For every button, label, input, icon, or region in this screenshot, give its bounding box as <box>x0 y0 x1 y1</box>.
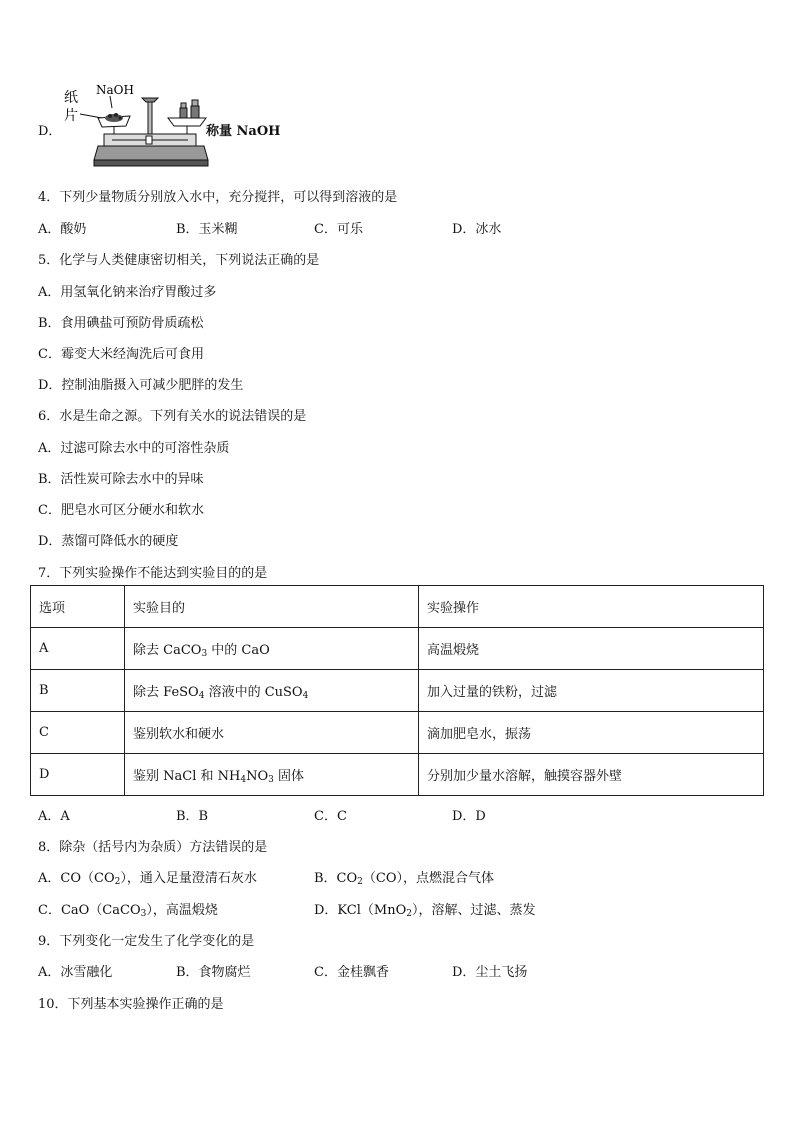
q9-option-d: D．尘土飞扬 <box>452 965 528 980</box>
q4-option-a: A．酸奶 <box>38 222 87 237</box>
q8-option-a: A．$CO(CO_2)$，通入足量澄清石灰水 <box>38 871 257 887</box>
q5-option-c: C．霉变大米经淘洗后可食用 <box>38 347 204 362</box>
row-purpose: 鉴别 NaCl 和 $NH_4NO_3$ 固体 <box>125 754 419 796</box>
q10-stem: 10．下列基本实验操作正确的是 <box>38 997 224 1012</box>
row-option: A <box>31 628 125 670</box>
q4-option-c: C．可乐 <box>314 222 363 237</box>
row-purpose: 除去 CaCO$_3$ 中的 CaO <box>125 628 419 670</box>
q9-option-c: C．金桂飘香 <box>314 965 389 980</box>
naoh-label: NaOH <box>96 83 134 97</box>
q6-option-a: A．过滤可除去水中的可溶性杂质 <box>38 441 230 456</box>
q8-option-b: B．$CO_2(CO)$，点燃混合气体 <box>314 871 495 887</box>
paper-label-2: 片 <box>64 108 78 124</box>
header-purpose: 实验目的 <box>125 586 419 628</box>
row-action: 高温煅烧 <box>419 628 764 670</box>
q7-option-a: A．A <box>38 809 70 824</box>
table-row <box>31 712 764 754</box>
row-purpose: 除去 FeSO$_4$ 溶液中的 CuSO$_4$ <box>125 670 419 712</box>
q6-option-c: C．肥皂水可区分硬水和软水 <box>38 503 204 518</box>
row-option: D <box>31 754 125 796</box>
q4-option-b: B．玉米糊 <box>176 222 238 237</box>
header-action: 实验操作 <box>419 586 764 628</box>
q6-stem: 6．水是生命之源。下列有关水的说法错误的是 <box>38 409 307 424</box>
q4-option-d: D．冰水 <box>452 222 502 237</box>
q5-option-d: D．控制油脂摄入可减少肥胖的发生 <box>38 378 244 393</box>
header-option: 选项 <box>31 586 125 628</box>
row-action: 加入过量的铁粉，过滤 <box>419 670 764 712</box>
table-row <box>31 628 764 670</box>
q5-stem: 5．化学与人类健康密切相关，下列说法正确的是 <box>38 253 320 268</box>
row-option: C <box>31 712 125 754</box>
table-row <box>31 754 764 796</box>
q6-option-b: B．活性炭可除去水中的异味 <box>38 472 204 487</box>
table-header-row <box>31 586 764 628</box>
q8-stem: 8．除杂（括号内为杂质）方法错误的是 <box>38 840 268 855</box>
q8-option-d: D．KCl（MnO$_2$），溶解、过滤、蒸发 <box>314 903 536 919</box>
q3-option-d-caption: 称量 NaOH <box>206 124 281 139</box>
q5-option-a: A．用氢氧化钠来治疗胃酸过多 <box>38 285 217 300</box>
q6-option-d: D．蒸馏可降低水的硬度 <box>38 534 179 549</box>
row-action: 滴加肥皂水，振荡 <box>419 712 764 754</box>
q7-table <box>30 585 764 796</box>
q5-option-b: B．食用碘盐可预防骨质疏松 <box>38 316 204 331</box>
paper-label-1: 纸 <box>64 90 78 106</box>
q7-option-c: C．C <box>314 809 347 824</box>
q7-option-b: B．B <box>176 809 209 824</box>
q7-option-d: D．D <box>452 809 486 824</box>
balance-figure <box>60 80 210 175</box>
row-option: B <box>31 670 125 712</box>
table-row <box>31 670 764 712</box>
q3-option-d-label: D． <box>38 124 62 139</box>
row-action: 分别加少量水溶解，触摸容器外壁 <box>419 754 764 796</box>
q9-option-a: A．冰雪融化 <box>38 965 113 980</box>
q8-option-c: C．CaO（CaCO$_3$），高温煅烧 <box>38 903 218 919</box>
q9-stem: 9．下列变化一定发生了化学变化的是 <box>38 934 255 949</box>
q9-option-b: B．食物腐烂 <box>176 965 251 980</box>
row-purpose: 鉴别软水和硬水 <box>125 712 419 754</box>
q4-stem: 4．下列少量物质分别放入水中，充分搅拌，可以得到溶液的是 <box>38 190 398 205</box>
q7-stem: 7．下列实验操作不能达到实验目的的是 <box>38 566 268 581</box>
